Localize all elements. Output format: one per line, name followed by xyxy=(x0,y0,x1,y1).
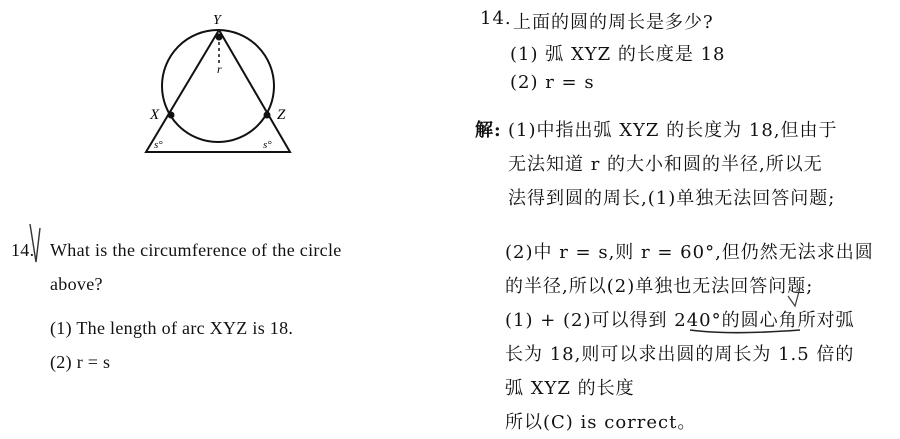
solution-p3-line1: (1) + (2)可以得到 240°的圆心角所对弧 xyxy=(505,310,855,331)
solution-p1-line3: 法得到圆的周长,(1)单独无法回答问题; xyxy=(508,188,836,209)
statement-2-zh: (2) r = s xyxy=(510,72,595,93)
statement-1-en: (1) The length of arc XYZ is 18. xyxy=(50,318,294,338)
tick-pen xyxy=(788,288,800,306)
question-text-zh: 上面的圆的周长是多少? xyxy=(513,12,714,33)
label-y: Y xyxy=(213,13,221,28)
label-z: Z xyxy=(277,107,286,123)
underline-pen xyxy=(690,330,800,333)
solution-marker: 解: xyxy=(475,120,502,141)
statement-1-zh: (1) 弧 XYZ 的长度是 18 xyxy=(510,44,726,65)
solution-p1-line1: (1)中指出弧 XYZ 的长度为 18,但由于 xyxy=(508,120,838,141)
statement-2-en: (2) r = s xyxy=(50,352,111,372)
label-x: X xyxy=(150,107,160,123)
check-mark-pen xyxy=(30,224,40,262)
question-number-en: 14. xyxy=(11,240,35,260)
solution-p2-line2: 的半径,所以(2)单独也无法回答问题; xyxy=(505,276,814,297)
conclusion: 所以(C) is correct。 xyxy=(505,412,697,433)
question-text-en-line2: above? xyxy=(50,274,103,294)
label-angle-left: s° xyxy=(154,139,163,151)
solution-p3-line3: 弧 XYZ 的长度 xyxy=(505,378,635,399)
question-number-zh: 14. xyxy=(480,8,512,29)
solution-p1-line2: 无法知道 r 的大小和圆的半径,所以无 xyxy=(508,154,823,175)
solution-p2-line1: (2)中 r = s,则 r = 60°,但仍然无法求出圆 xyxy=(505,242,874,263)
question-text-en-line1: What is the circumference of the circle xyxy=(50,240,342,260)
label-angle-right: s° xyxy=(263,139,272,151)
label-r: r xyxy=(217,62,222,76)
solution-p3-line2: 长为 18,则可以求出圆的周长为 1.5 倍的 xyxy=(505,344,855,365)
